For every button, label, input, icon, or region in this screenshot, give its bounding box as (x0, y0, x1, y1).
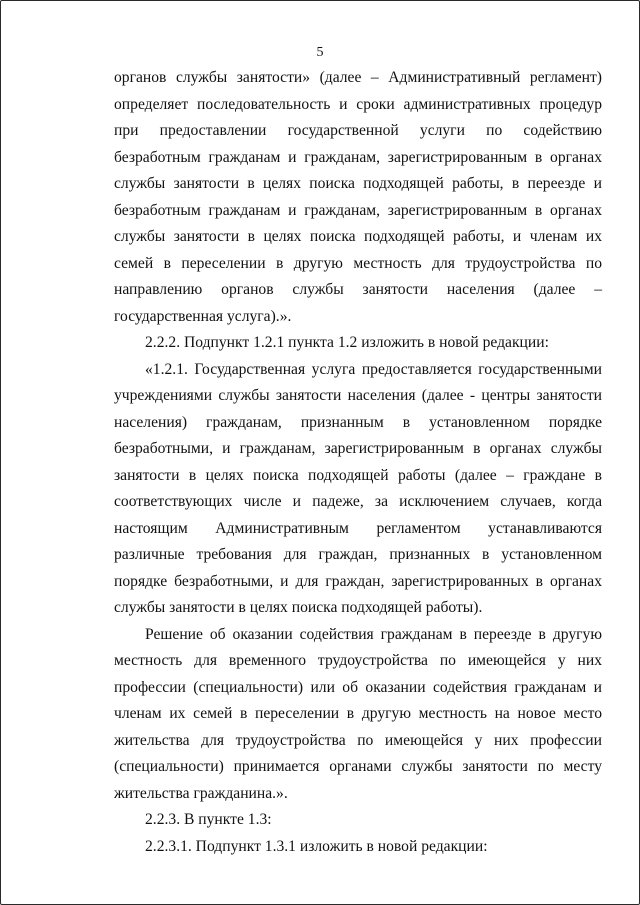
paragraph-2-2-2: 2.2.2. Подпункт 1.2.1 пункта 1.2 изложить в новой редакции: (145, 334, 549, 351)
paragraph-decision: Решение об оказании содействия гражданам в переезде в другую местность для временного трудоустройства по имеющейся у них профессии (специальности) или об оказании содействия гражданам и членам их семей в переселении в другую местность на новое место жительства для трудоустройства по имеющейся у них профессии (специальности) принимается органами службы занятости по месту жительства гражданина.». (114, 625, 602, 802)
paragraph-2-2-3-1: 2.2.3.1. Подпункт 1.3.1 изложить в новой редакции: (145, 837, 488, 855)
paragraph-regulation-definition: органов службы занятости» (далее – Административный регламент) определяет последовательность и сроки административных процедур при предоставлении государственной услуги по содействию безработным гражданам и гражданам, зарегистрированным в органах службы занятости в целях поиска подходящей работы, в переезде и безработным гражданам и гражданам, зарегистрированным в органах службы занятости в целях поиска подходящей работы, и членам их семей в переселении в другую местность для трудоустройства по направлению органов службы занятости населения (далее – государственная услуга).». (114, 69, 602, 325)
document-body (114, 65, 602, 860)
page-number: 5 (316, 45, 324, 60)
paragraph-1-2-1: «1.2.1. Государственная услуга предоставляется государственными учреждениями службы занятости населения (далее - центры занятости населения) гражданам, признанным в установленном порядке безработными, и гражданам, зарегистрированным в органах службы занятости в целях поиска подходящей работы (далее – граждане в соответствующих числе и падеже, за исключением случаев, когда настоящим Административным регламентом устанавливаются различные требования для граждан, признанных в установленном порядке безработными, и для граждан, зарегистрированных в органах службы занятости в целях поиска подходящей работы). (114, 360, 602, 616)
paragraph-2-2-3: 2.2.3. В пункте 1.3: (145, 811, 272, 828)
